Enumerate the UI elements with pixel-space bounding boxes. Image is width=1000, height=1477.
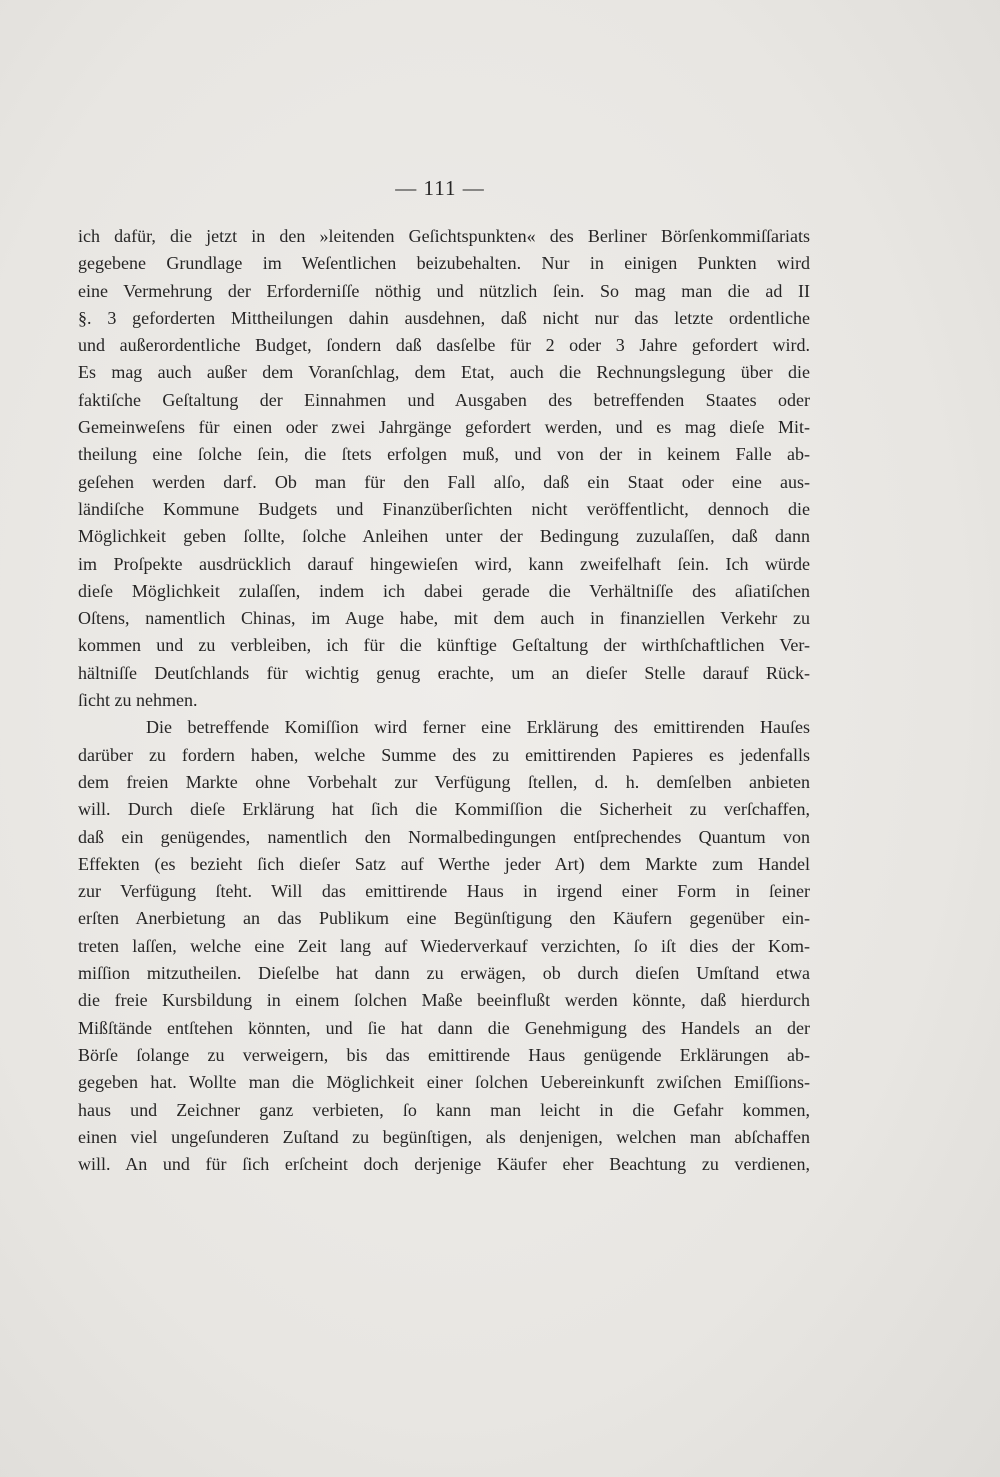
text-line: darüber zu fordern haben, welche Summe des zu emittirenden Papieres es jedenfalls xyxy=(78,744,810,765)
text-line: Gemeinweſens für einen oder zwei Jahrgänge gefordert werden, und es mag dieſe Mit- xyxy=(78,417,810,438)
text-line: Effekten (es bezieht ſich dieſer Satz auf Werthe jeder Art) dem Markte zum Handel xyxy=(78,853,810,874)
paragraph xyxy=(78,714,810,1178)
text-line: daß ein genügendes, namentlich den Normalbedingungen entſprechendes Quantum von xyxy=(78,826,810,847)
text-line: und außerordentliche Budget, ſondern daß dasſelbe für 2 oder 3 Jahre gefordert wird. xyxy=(78,335,810,356)
text-line: kommen und zu verbleiben, ich für die künftige Geſtaltung der wirthſchaftlichen Ver- xyxy=(78,635,810,656)
text-line: treten laſſen, welche eine Zeit lang auf Wiederverkauf verzichten, ſo iſt dies der Kom- xyxy=(78,935,810,956)
text-line: Börſe ſolange zu verweigern, bis das emittirende Haus genügende Erklärungen ab- xyxy=(78,1044,810,1065)
text-line: eine Vermehrung der Erforderniſſe nöthig und nützlich ſein. So mag man die ad II xyxy=(78,280,810,301)
paragraph xyxy=(78,223,810,714)
text-line: im Proſpekte ausdrücklich darauf hingewieſen wird, kann zweifelhaft ſein. Ich würde xyxy=(78,553,810,574)
text-line: dieſe Möglichkeit zulaſſen, indem ich dabei gerade die Verhältniſſe des aſiatiſchen xyxy=(78,580,810,601)
text-line: zur Verfügung ſteht. Will das emittirende Haus in irgend einer Form in ſeiner xyxy=(78,881,810,902)
text-line: die freie Kursbildung in einem ſolchen Maße beeinflußt werden könnte, daß hierdurch xyxy=(78,990,810,1011)
text-line: einen viel ungeſunderen Zuſtand zu begünſtigen, als denjenigen, welchen man abſchaffen xyxy=(78,1126,810,1147)
text-line: will. An und für ſich erſcheint doch derjenige Käufer eher Beachtung zu verdienen, xyxy=(78,1154,810,1175)
text-line: gegebene Grundlage im Weſentlichen beizubehalten. Nur in einigen Punkten wird xyxy=(78,253,810,274)
text-line: §. 3 geforderten Mittheilungen dahin ausdehnen, daß nicht nur das letzte ordentliche xyxy=(78,307,810,328)
text-line: ländiſche Kommune Budgets und Finanzüberſichten nicht veröffentlicht, dennoch die xyxy=(78,498,810,519)
text-line: will. Durch dieſe Erklärung hat ſich die Kommiſſion die Sicherheit zu verſchaffen, xyxy=(78,799,810,820)
page-number: — 111 — xyxy=(395,176,485,200)
text-line: faktiſche Geſtaltung der Einnahmen und Ausgaben des betreffenden Staates oder xyxy=(78,389,810,410)
text-line: Die betreffende Komiſſion wird ferner eine Erklärung des emittirenden Hauſes xyxy=(146,717,810,738)
text-line: hältniſſe Deutſchlands für wichtig genug erachte, um an dieſer Stelle darauf Rück- xyxy=(78,662,810,683)
text-line: dem freien Markte ohne Vorbehalt zur Verfügung ſtellen, d. h. demſelben anbieten xyxy=(78,771,810,792)
text-line: haus und Zeichner ganz verbieten, ſo kann man leicht in die Gefahr kommen, xyxy=(78,1099,810,1120)
text-line: theilung eine ſolche ſein, die ſtets erfolgen muß, und von der in keinem Falle ab- xyxy=(78,444,810,465)
text-line: Es mag auch außer dem Voranſchlag, dem Etat, auch die Rechnungslegung über die xyxy=(78,362,810,383)
text-line: geſehen werden darf. Ob man für den Fall alſo, daß ein Staat oder eine aus- xyxy=(78,471,810,492)
text-line: ſicht zu nehmen. xyxy=(78,690,198,711)
text-line: Möglichkeit geben ſollte, ſolche Anleihen unter der Bedingung zuzulaſſen, daß dann xyxy=(78,526,810,547)
text-line: ich dafür, die jetzt in den »leitenden Geſichtspunkten« des Berliner Börſenkommiſſariats xyxy=(78,226,810,246)
text-line: Mißſtände entſtehen könnten, und ſie hat dann die Genehmigung des Handels an der xyxy=(78,1017,810,1038)
text-line: miſſion mitzutheilen. Dieſelbe hat dann zu erwägen, ob durch dieſen Umſtand etwa xyxy=(78,963,810,984)
text-line: erſten Anerbietung an das Publikum eine Begünſtigung den Käufern gegenüber ein- xyxy=(78,908,810,929)
text-line: gegeben hat. Wollte man die Möglichkeit einer ſolchen Uebereinkunft zwiſchen Emiſſions- xyxy=(78,1072,810,1093)
body-text xyxy=(78,223,810,1178)
text-line: Oſtens, namentlich Chinas, im Auge habe, mit dem auch in finanziellen Verkehr zu xyxy=(78,608,810,629)
